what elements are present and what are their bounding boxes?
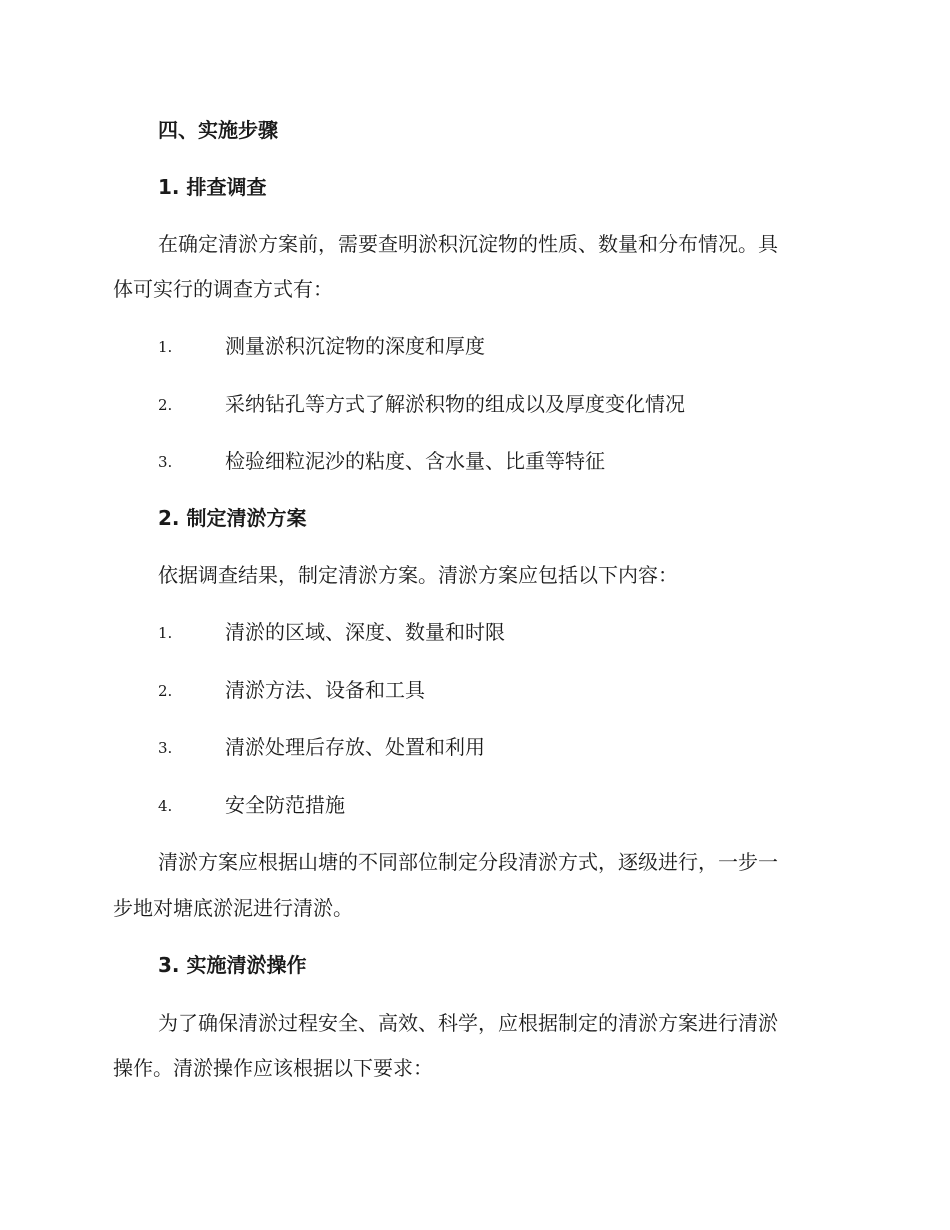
list-item-text: 清淤方法、设备和工具: [225, 678, 425, 702]
list-item-text: 清淤的区域、深度、数量和时限: [225, 620, 505, 644]
paragraph-4-line-1: 为了确保清淤过程安全、高效、科学，应根据制定的清淤方案进行清淤: [158, 1011, 778, 1035]
heading-2: 2. 制定清淤方案: [158, 506, 307, 530]
paragraph-2: 依据调查结果，制定清淤方案。清淤方案应包括以下内容：: [158, 563, 678, 587]
paragraph-1-line-1: 在确定清淤方案前，需要查明淤积沉淀物的性质、数量和分布情况。具: [158, 232, 778, 256]
list-item-text: 采纳钻孔等方式了解淤积物的组成以及厚度变化情况: [225, 392, 685, 416]
list-item-number: 1.: [158, 624, 173, 642]
list-item-text: 检验细粒泥沙的粘度、含水量、比重等特征: [225, 449, 605, 473]
section-title: 四、实施步骤: [158, 118, 278, 142]
list-item-text: 测量淤积沉淀物的深度和厚度: [225, 334, 485, 358]
list-item-number: 2.: [158, 396, 173, 414]
list-item-number: 3.: [158, 453, 173, 471]
list-item-text: 清淤处理后存放、处置和利用: [225, 735, 485, 759]
list-item-number: 4.: [158, 797, 173, 815]
list-item-number: 2.: [158, 682, 173, 700]
list-item-number: 1.: [158, 338, 173, 356]
heading-3: 3. 实施清淤操作: [158, 953, 307, 977]
list-item-number: 3.: [158, 739, 173, 757]
paragraph-3-line-1: 清淤方案应根据山塘的不同部位制定分段清淤方式，逐级进行，一步一: [158, 850, 778, 874]
paragraph-3-line-2: 步地对塘底淤泥进行清淤。: [113, 896, 353, 920]
heading-1: 1. 排查调查: [158, 175, 267, 199]
paragraph-4-line-2: 操作。清淤操作应该根据以下要求：: [113, 1056, 433, 1080]
paragraph-1-line-2: 体可实行的调查方式有：: [113, 277, 333, 301]
list-item-text: 安全防范措施: [225, 793, 345, 817]
